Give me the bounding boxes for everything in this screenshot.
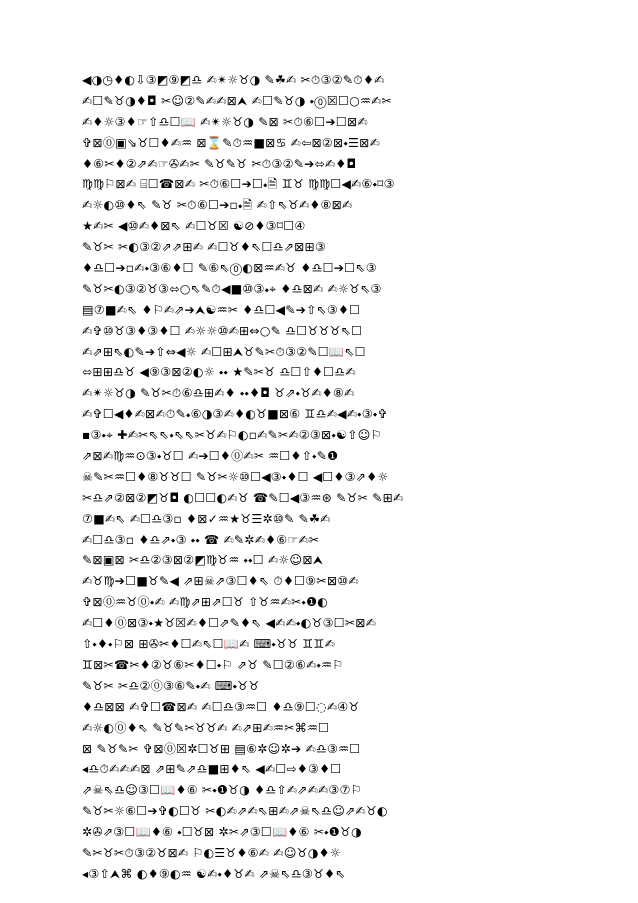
text-line: ✍☐✎♉◑♦◘ ✂☺②✎✍✍⊠⮝ ✍☐✎♉◑ ⬩⓪☒☐○♒✍✂ xyxy=(82,93,392,108)
text-line: ◂♎⏱✍✍✍⊠ ⇗⊞✎⇗♎■⊞♦⇖ ◀✍☐⇨♦③♦☐ xyxy=(82,762,342,777)
text-line: ✎⊠▣⊠ ✂♎②③⊠②◩♍♉♒ ⬩⬩☐ ✍☼☺⊠⮝ xyxy=(82,553,324,568)
text-line: ♦♎⊠⊠ ✍✞☐☎⊠✍ ✍☐♎③♒☐ ♦♎⑨☐◌✍④♉ xyxy=(82,699,360,714)
text-line: ✞⊠⓪♒♉⓪⬩✍ ✍♍⇗⊞⇗☐♉ ⇧♉♒✍✂⬩❶◐ xyxy=(82,595,329,610)
text-line: ⑦■✍⇖ ✍☐♎③▫ ♦⊠✓♒★♉☰✲⑩✎ ✎☘✍ xyxy=(82,511,331,526)
text-line: ⇧⬩♦⬩⚐⊠ ⊞✇✂♦☐✍⇖☐📖✍ ⌨⬩♉♉ ♊♊✍ xyxy=(82,637,335,652)
document-page xyxy=(82,70,568,885)
text-line: ✂♎⇗②⊠②◩♉◘ ◐☐☐◐✍♉ ☎✎☐◀③♒⊛ ✎♉✂ ✎⊞✍ xyxy=(82,490,404,505)
text-line: ✎♉✂ ✂♎②⓪③⑥✎⬩✍ ⌨⬩♉♉ xyxy=(82,678,260,693)
text-line: ✍✞☐◀♦✍⊠✍⏱✎⬩⑥◑③✍♦◐♉■⊠⑥ ♊♎✍◀✍⬩③⬩✞ xyxy=(82,407,388,422)
text-line: ✎♉✂☼⑥☐➔✞◐☐♉ ✂◐✍⇗✍⇖⊞✍⇗☠⇖♎☺⇗✍♉◐ xyxy=(82,804,388,819)
text-line: ▪③⬩⌖ ✚✍✂⇖⇖⬩⇖⇖✂♉✍⚐◐▫✍✎✂✍②③⊠⬩☯⇧☺⚐ xyxy=(82,428,382,443)
text-line: ♊⊠✂☎✂♦②♉⑥✂♦☐⬩⚐ ⇗♉ ✎☐②⑥✍⬩♒⚐ xyxy=(82,657,344,672)
text-line: ✍♉♍➔☐■♉✎◀ ⇗⊞☠⇗③☐♦⇖ ⏱♦☐⑨✂⊠⑩✍ xyxy=(82,574,359,589)
text-line: ✍☼◐⓪♦⇖ ✎♉✎✂♉♉✍ ✍⇗⊞✍♒✂⌘♒☐ xyxy=(82,720,330,735)
text-line: ⇗⊠✍♍♒⊙③⬩♉☐ ✍➔☐♦⓪✍✂ ♒☐♦⇧⬩✎❶ xyxy=(82,449,339,464)
text-line: ♦♎☐➔▫✍⬩③⑥♦☐ ✎⑥⇖⓪◐⊠♒✍♉ ♦♎☐➔☐⇖③ xyxy=(82,261,377,276)
text-line: ⇗☠⇖♎☺③☐📖♦⑥ ✂⬩❶♉◑ ♦♎⇧✍⇗✍✍③⑦⚐ xyxy=(82,783,362,798)
text-line: ♦⑥✂♦②⇗✍☞✇✍✂ ✎♉✎♉ ✂⏱③②✎➔⬄✍♦◘ xyxy=(82,156,357,171)
text-line: ✎✂♉✂⏱③②♉⊠✍ ⚐◐☰♉♦⑥✍ ✍☺♉◑♦☼ xyxy=(82,845,341,860)
text-line: ✍✴☼♉◑ ✎♉✂⏱⑥♎⊞✍♦ ⬩⬩♦◘ ♉⇗⬩♉✍♦⑧✍ xyxy=(82,386,355,401)
text-line: ✎♉✂◐③②♉③⬄○⇖✎⏱◀■⑩③⬩⌖ ♦♎⊠✍ ✍☼♉⇖③ xyxy=(82,281,382,296)
text-line: ▤⑦■✍⇖ ♦⚐✍⇗➔⮝☯♒✂ ♦♎☐◀✎➔⇧⇖③♦☐ xyxy=(82,302,361,317)
text-line: ✍⇗⊞⇖◐✎➔⇧⇔◀☼ ✍☐⊞⮝♉✎✂⏱③②✎☐📖⇖☐ xyxy=(82,344,366,359)
text-line: ✍☐♦⓪⊠③⬩★♉☒✍♦☐⇗✎♦⇖ ◀✍✍⬩◐♉③☐✂⊠✍ xyxy=(82,616,377,631)
text-line: ✎♉✂ ✂◐③②⇗⇗⊞✍ ✍☐♉♦⇖☐♎⇗⊠⊞③ xyxy=(82,240,327,255)
text-line: ✲✇⇗③☐📖♦⑥ ⬩☐♉⊠ ✲✂⇗③☐📖♦⑥ ✂⬩❶♉◑ xyxy=(82,825,362,840)
text-line: ♍♍⚐⊠✍ ⌸☐☎⊠✍ ✂⏱⑥☐➔☐⬩🗎 ♊♉ ♍♍☐◀✍⑥⬩⌑③ xyxy=(82,177,395,192)
text-line: ✍☐♎③▫ ♦♎⇗⬩③ ⬩⬩ ☎ ✍✎✲✍♦⑥☞✍✂ xyxy=(82,532,320,547)
text-line: ◀◑◷♦◐⇩③◩⑨◩♎ ✍✴☼♉◑ ✎☘✍ ✂⏱③②✎⏱♦✍ xyxy=(82,73,385,87)
text-line: ✍✞⑩♉③♦③♦☐ ✍☼☼⑩✍⊞⇔○✎ ♎☐♉♉♉⇖☐ xyxy=(82,323,363,338)
text-line: ◂③⇧⮝⌘ ◐♦⑨◐♒ ☯✍⬩♦♉✍ ⇗☠⇖♎③♉♦⇖ xyxy=(82,866,346,881)
text-line: ✍♦☼③♦☞⇧♎☐📖 ✍✴☼♉◑ ✎⊠ ✂⏱⑥☐➔☐⊠✍ xyxy=(82,114,368,129)
text-line: ⊠ ✎♉✎✂ ✞⊠⓪☒✲☐♉⊞ ▤⑥✲☺✲➔ ✍♎③♒☐ xyxy=(82,741,361,756)
text-line: ☠✎✂♒☐♦⑧♉♉☐ ✎♉✂☼⑩☐◀③⬩♦☐ ◀☐♦③⇗♦☼ xyxy=(82,469,389,484)
text-line: ★✍✂ ◀⑩✍♦⊠⇖ ✍☐♉☒ ☯⊘♦③⌑☐④ xyxy=(82,219,306,234)
text-line: ⬄⊞⊞♎♉ ◀⑨③⊠②◐☼ ⬩⬩ ★✎✂♉ ♎☐⇧♦☐♎✍ xyxy=(82,365,356,380)
text-line: ✞⊠⓪▣⇘♉☐♦✍♒ ⊠⌛✎⏱♒■⊠♋ ✍⇦⊠②⊠⬩☰⊠✍ xyxy=(82,135,380,150)
text-line: ✍☼◐⑩♦⇖ ✎♉ ✂⏱⑥☐➔▫⬩🗎 ✍⇧⇖♉✍♦⑧⊠✍ xyxy=(82,198,353,213)
